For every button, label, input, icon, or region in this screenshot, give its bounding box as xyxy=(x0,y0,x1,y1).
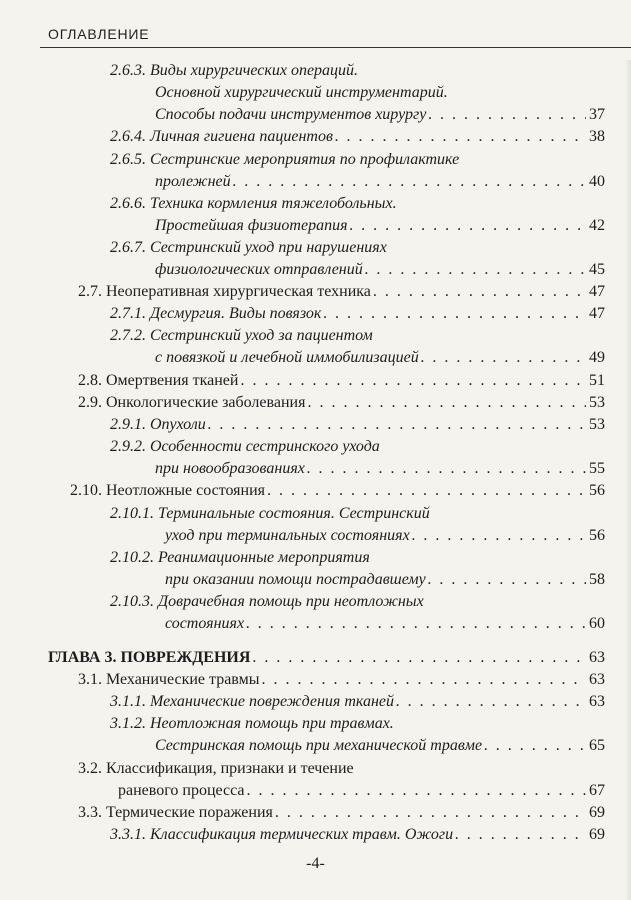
toc-entry[interactable]: 2.7.2. Сестринский уход за пациентом с повязкой и лечебной иммобилизацией . . . 49 xyxy=(110,325,605,369)
toc-entry[interactable]: 2.9. Онкологические заболевания . . . 53 xyxy=(78,392,605,414)
toc-entry[interactable]: 2.9.2. Особенности сестринского ухода при новообразованиях . . . 55 xyxy=(110,436,605,480)
page-number: -4- xyxy=(306,855,325,872)
toc-entry[interactable]: 2.6.5. Сестринские мероприятия по профилактике пролежней . . . 40 xyxy=(110,149,605,193)
toc-entry[interactable]: 2.6.3. Виды хирургических операций. Основной хирургический инструментарий. Способы подачи инструментов хирургу . . . 37 xyxy=(110,60,605,126)
toc-entry[interactable]: 3.3.1. Классификация термических травм. Ожоги . . . 69 xyxy=(110,824,605,846)
page-header: ОГЛАВЛЕНИЕ xyxy=(48,26,150,42)
toc-entry[interactable]: 2.7. Неоперативная хирургическая техника . . . 47 xyxy=(78,281,605,303)
toc-entry[interactable]: 2.8. Омертвения тканей . . . 51 xyxy=(78,370,605,392)
toc-entry[interactable]: 3.2. Классификация, признаки и течение раневого процесса . . . 67 xyxy=(78,758,605,802)
page-edge-shadow xyxy=(625,60,631,900)
toc-entry[interactable]: 3.1. Механические травмы . . . 63 xyxy=(78,669,605,691)
toc-entry[interactable]: 3.1.1. Механические повреждения тканей . . . 63 xyxy=(110,691,605,713)
toc-entry[interactable]: 2.6.4. Личная гигиена пациентов . . . 38 xyxy=(110,126,605,148)
toc-entry[interactable]: 2.6.7. Сестринский уход при нарушениях физиологических отправлений . . . 45 xyxy=(110,237,605,281)
toc-entry[interactable]: 2.7.1. Десмургия. Виды повязок . . . 47 xyxy=(110,303,605,325)
header-rule xyxy=(40,47,631,48)
toc-entry[interactable]: 2.10.3. Доврачебная помощь при неотложных состояниях . . . 60 xyxy=(110,591,605,635)
toc-entry[interactable]: 3.3. Термические поражения . . . 69 xyxy=(78,802,605,824)
toc-entry[interactable]: 2.10.2. Реанимационные мероприятия при оказании помощи пострадавшему . . . 58 xyxy=(110,547,605,591)
toc-entry[interactable]: 2.6.6. Техника кормления тяжелобольных. Простейшая физиотерапия . . . 42 xyxy=(110,193,605,237)
toc-entry[interactable]: 3.1.2. Неотложная помощь при травмах. Сестринская помощь при механической травме . . . 65 xyxy=(110,713,605,757)
toc-entry[interactable]: 2.9.1. Опухоли . . . 53 xyxy=(110,414,605,436)
toc-chapter[interactable]: ГЛАВА 3. ПОВРЕЖДЕНИЯ . . . 63 xyxy=(48,647,605,669)
toc-entry[interactable]: 2.10. Неотложные состояния . . . 56 xyxy=(70,480,605,502)
toc-entry[interactable]: 2.10.1. Терминальные состояния. Сестринский уход при терминальных состояниях . . . 56 xyxy=(110,503,605,547)
